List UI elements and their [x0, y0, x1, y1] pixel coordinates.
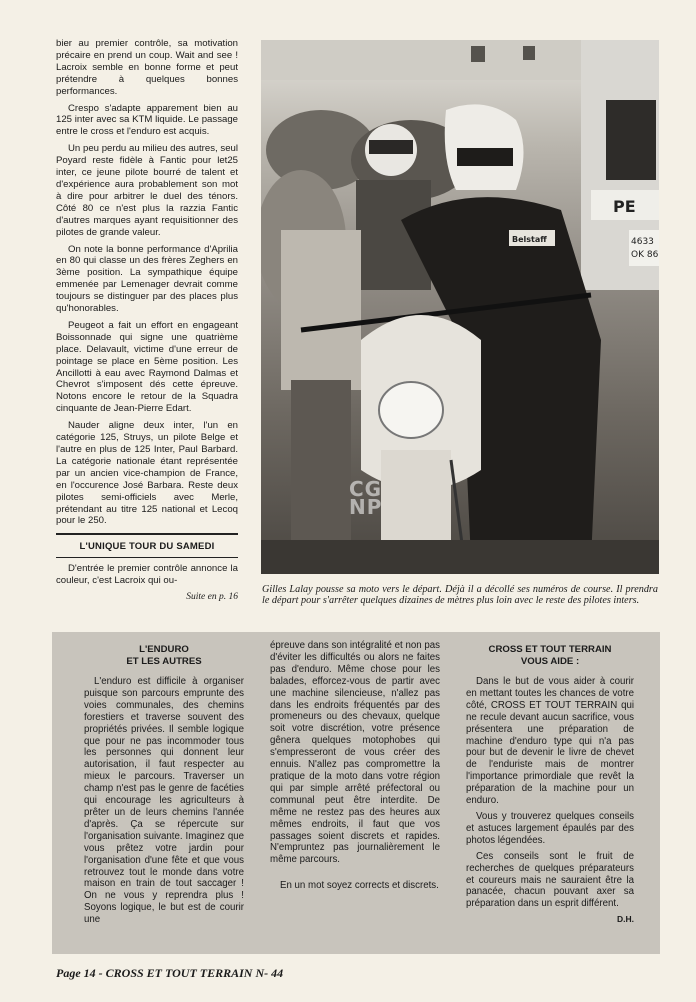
- plate-text-1: 4633: [631, 237, 654, 247]
- race-photo: [261, 40, 659, 574]
- photo-caption: Gilles Lalay pousse sa moto vers le départ. Déjà il a décollé ses numéros de course. Il prendra le départ pour s'arrêter quelques dizaines de mètres plus loin avec le reste des pilotes inters.: [262, 584, 658, 607]
- box-paragraph: Dans le but de vous aider à courir en mettant toutes les chances de votre côté, CROSS ET TOUT TERRAIN qui ne recule devant aucun sacrifice, vous présentera une préparation de machine d'enduro type qui n'a pas pour but de devenir le livre de chevet de l'enduriste mais de montrer l'importance primordiale que revêt la préparation de la machine pour un enduro.: [466, 676, 634, 807]
- sign-text: PE: [613, 197, 636, 216]
- bib-text: Belstaff: [512, 235, 547, 244]
- box-column-1: [84, 640, 244, 930]
- section-divider: [56, 533, 238, 535]
- page-footer: Page 14 - CROSS ET TOUT TERRAIN N- 44: [56, 966, 284, 980]
- box-heading-enduro: L'ENDURO ET LES AUTRES: [126, 644, 202, 667]
- author-signature: D.H.: [617, 914, 634, 925]
- box-heading-aide: CROSS ET TOUT TERRAIN VOUS AIDE :: [488, 644, 612, 667]
- box-paragraph: L'enduro est difficile à organiser puisque son parcours emprunte des voies communales, des chemins forestiers et traverse souvent des propriétés privées. Il semble logique que pour ne pas incommoder tous les personnes qui donnent leur autorisation, il faut respecter au mieux le parcours. Traverser un champ n'est pas le genre de facéties qui encourage les agriculteurs à prêter un de leurs chemins l'année d'après. Ça se répercute sur l'organisation suivante. Imaginez que vous prêtez votre jardin pour l'organisation d'une fête et que vous retrouvez tout le monde dans votre maison en train de tout saccager ! On ne vous y reprendra plus ! Soyons logique, le but est de courir une: [84, 676, 244, 926]
- article-paragraph: bier au premier contrôle, sa motivation précaire en prend un coup. Wait and see ! Lacroix semble en bonne forme et peut prétendre à quelques bonnes performances.: [56, 38, 238, 97]
- left-article-column: [56, 38, 238, 604]
- box-paragraph: Ces conseils sont le fruit de recherches de quelques préparateurs et coureurs mais ne sauraient être la panacée, chacun pouvant axer sa préparation dans un esprit différent.: [466, 850, 634, 910]
- article-paragraph: Crespo s'adapte apparement bien au 125 inter avec sa KTM liquide. Le passage entre le cross et l'enduro est acquis.: [56, 102, 238, 138]
- box-paragraph: Vous y trouverez quelques conseils et astuces largement épaulés par des photos légendées.: [466, 810, 634, 846]
- box-closing: En un mot soyez corrects et discrets.: [280, 880, 439, 892]
- box-column-2: [270, 640, 440, 896]
- section-heading: L'UNIQUE TOUR DU SAMEDI: [56, 539, 238, 558]
- continued-note: Suite en p. 16: [186, 592, 238, 603]
- article-paragraph: Nauder aligne deux inter, l'un en catégorie 125, Struys, un pilote Belge et l'autre en plus de 125 Inter, Paul Barbard. La catégorie nationale étant représentée par un ancien vice-champion de France, en l'occurence José Barbara. Reste deux pilotes semi-officiels avec Merle, prétendant au titre 125 national et Lecoq pour le 250.: [56, 420, 238, 527]
- article-paragraph: D'entrée le premier contrôle annonce la couleur, c'est Lacroix qui ou-: [56, 563, 238, 587]
- article-paragraph: On note la bonne performance d'Aprilia en 80 qui classe un des frères Zeghers en 3ème position. La sympathique équipe emmenée par Lemenager devrait comme toujours se distinguer par des places plus qu'honorables.: [56, 243, 238, 315]
- photo-watermark: CG NP: [349, 477, 383, 519]
- article-paragraph: Un peu perdu au milieu des autres, seul Poyard reste fidèle à Fantic pour let25 inter, ce jeune pilote bourré de talent et d'expérience aura probablement son mot à dire pour arbitrer le duel des ténors. Côté 80 ce n'est plus la razzia Fantic d'autres marques ayant requisitionner des pilotes de grande valeur.: [56, 143, 238, 238]
- box-column-3: [466, 640, 634, 926]
- photo-illustration: [261, 40, 659, 574]
- box-paragraph: épreuve dans son intégralité et non pas d'éviter les difficultés ou alors ne faites pas d'enduro. Même chose pour les balades, efforcez-vous de partir avec une machine silencieuse, n'allez pas dans les endroits fréquentés par des promeneurs ou des chevaux, quelque soit votre discrétion, votre présence gênera quelques motophobes qui s'empresseront de vous créer des ennuis. N'allez pas compromettre la pratique de la moto dans votre région qui par simple arrêté préfectoral ou communal peut être interdite. De même ne restez pas des heures aux mêmes endroits, il faut que vos passages soient discrets et rapides. N'empruntez pas journalièrement le même parcours.: [270, 640, 440, 866]
- article-paragraph: Peugeot a fait un effort en engageant Boissonnade qui signe une quatrième place. Delavault, victime d'une erreur de pointage se place en 5ème position. Les Ancillotti à eau avec Raymond Dalmas et Chevrot s'imposent dés cette épreuve. Notons encore le retour de la Squadra cinquante de Jean-Pierre Edart.: [56, 319, 238, 415]
- plate-text-2: OK 86: [631, 250, 659, 260]
- info-box: [52, 632, 660, 954]
